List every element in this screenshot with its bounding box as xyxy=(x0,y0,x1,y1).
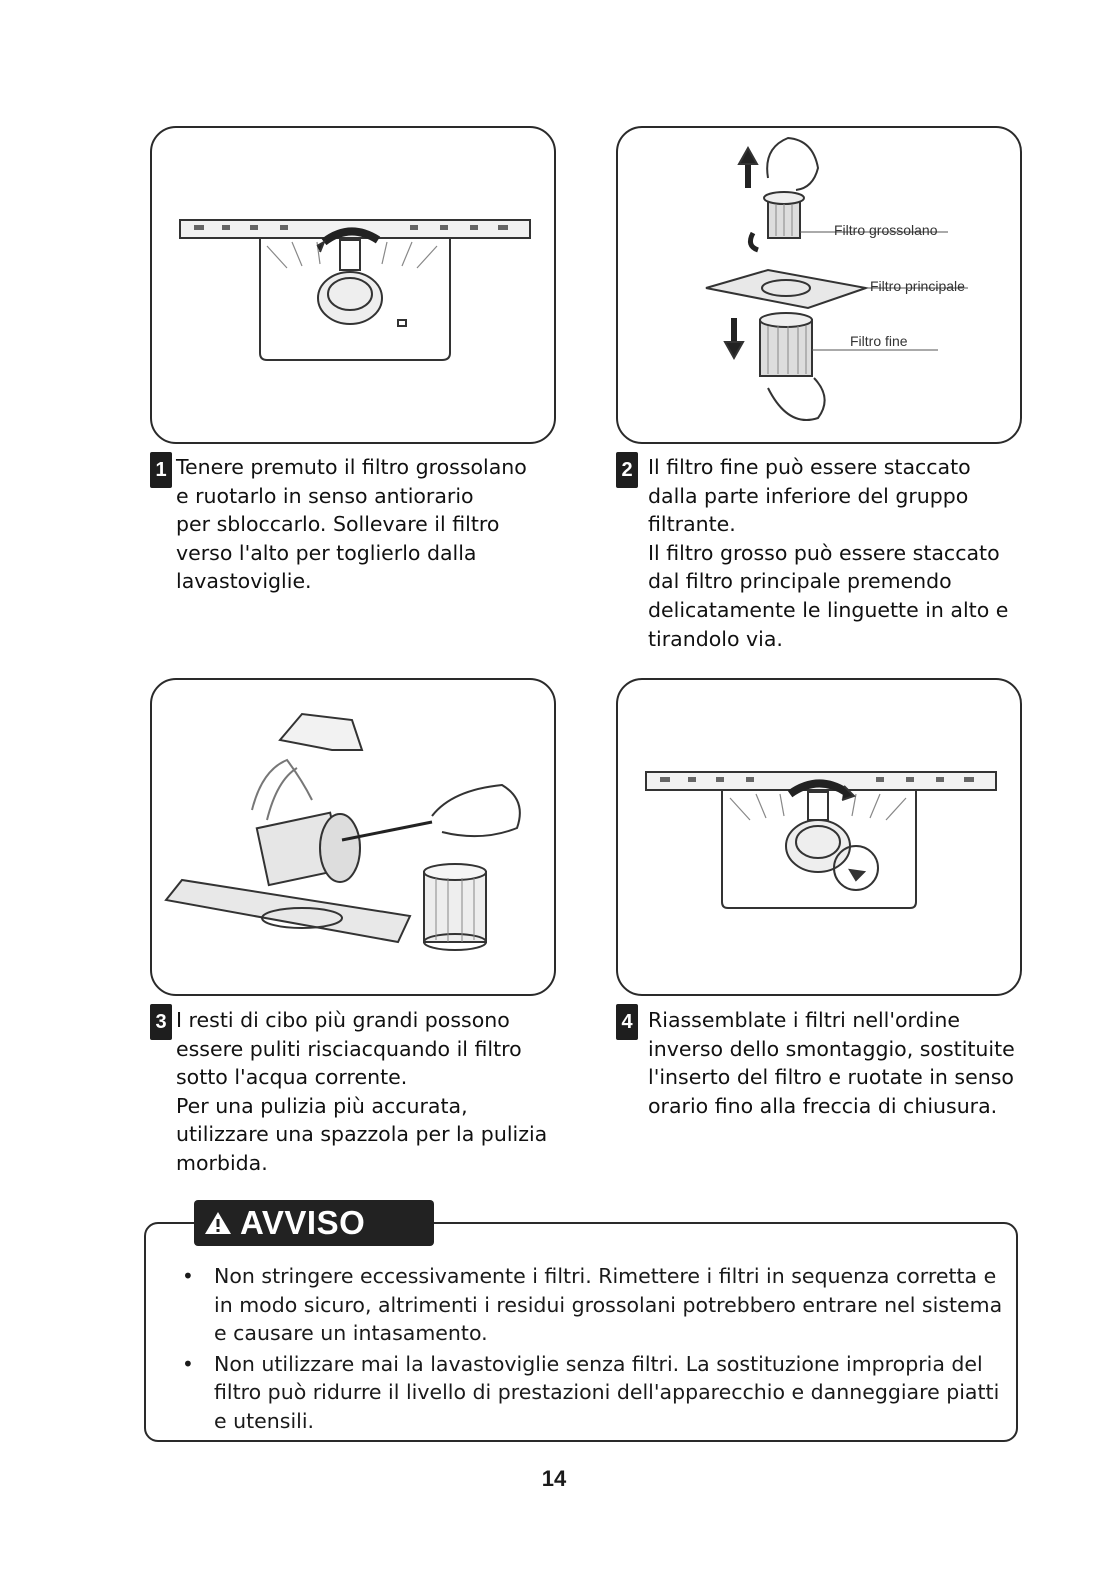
step-3-text: I resti di cibo più grandi possono essere puliti risciacquando il filtro sotto l'acqua corrente. Per una pulizia più accurata, utilizzare una spazzola per la pulizia morbida. xyxy=(176,1008,548,1175)
warning-triangle-icon xyxy=(204,1210,232,1236)
step-number-3: 3 xyxy=(150,1004,172,1040)
page-number: 14 xyxy=(541,1466,567,1491)
illustration-panel-2 xyxy=(616,126,1022,444)
filter-cleaning-illustration xyxy=(152,680,556,996)
step-1-text: Tenere premuto il filtro grossolano e ruotarlo in senso antiorario per sbloccarlo. Sollevare il filtro verso l'alto per toglierlo dalla lavastoviglie. xyxy=(176,455,527,594)
bullet-icon: • xyxy=(182,1351,194,1376)
warning-item: • Non stringere eccessivamente i filtri. Rimettere i filtri in sequenza corretta e in modo sicuro, altrimenti i residui grossolani potrebbero entrare nel sistema e causare un intasamento. xyxy=(182,1264,1003,1346)
callout-coarse-filter: Filtro grossolano xyxy=(834,222,938,238)
warning-list xyxy=(180,1262,1002,1438)
bullet-icon: • xyxy=(182,1264,194,1288)
step-number-1: 1 xyxy=(150,452,172,488)
warning-title: AVVISO xyxy=(240,1204,366,1241)
illustration-panel-3 xyxy=(150,678,556,996)
illustration-panel-1 xyxy=(150,126,556,444)
callout-main-filter: Filtro principale xyxy=(870,278,965,294)
step-2-text: Il filtro fine può essere staccato dalla parte inferiore del gruppo filtrante. Il filtro grosso può essere staccato dal filtro principale premendo delicatamente le linguette in alto e tirandolo via. xyxy=(648,455,1009,651)
filter-unlock-illustration xyxy=(152,128,556,444)
warning-item: • Non utilizzare mai la lavastoviglie senza filtri. La sostituzione impropria del filtro può ridurre il livello di prestazioni dell'apparecchio e danneggiare piatti e utensili. xyxy=(182,1351,1000,1433)
step-4-text: Riassemblate i filtri nell'ordine inverso dello smontaggio, sostituite l'inserto del filtro e ruotate in senso orario fino alla freccia di chiusura. xyxy=(648,1008,1015,1118)
callout-fine-filter: Filtro fine xyxy=(850,333,908,349)
warning-title-badge xyxy=(194,1200,434,1246)
filter-reassembly-illustration xyxy=(618,680,1022,996)
step-number-4: 4 xyxy=(616,1004,638,1040)
step-number-2: 2 xyxy=(616,452,638,488)
illustration-panel-4 xyxy=(616,678,1022,996)
